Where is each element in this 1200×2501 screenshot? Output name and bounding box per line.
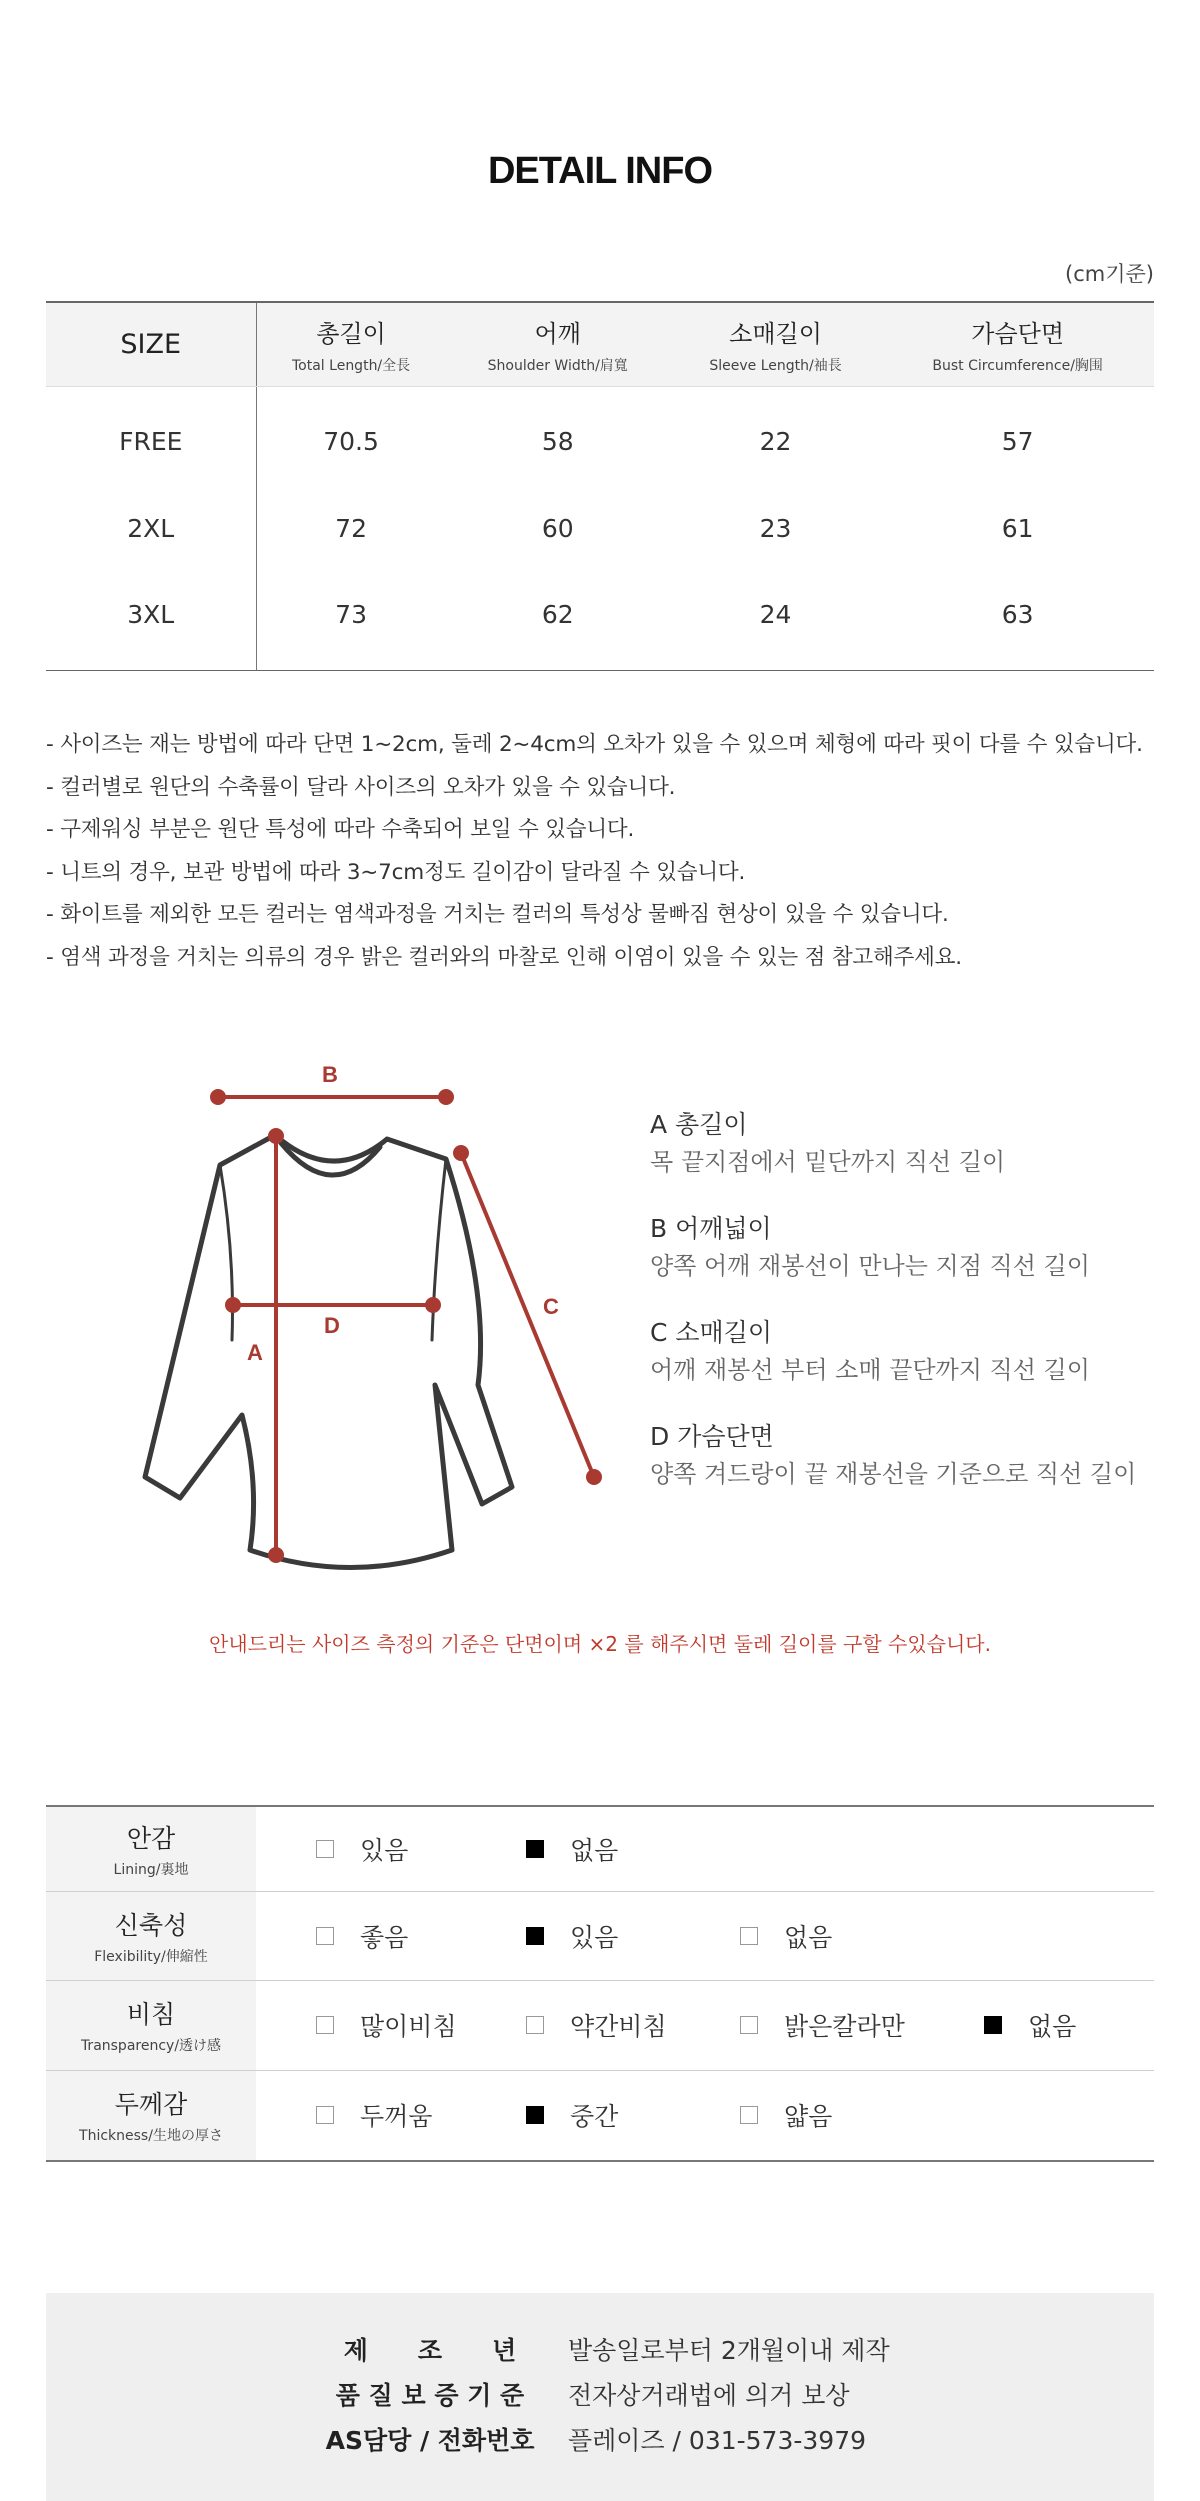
- value-cell: 63: [881, 572, 1154, 670]
- property-options: [256, 1980, 1154, 2070]
- measure-item: [650, 1316, 1170, 1420]
- property-label-en: Transparency/透け感: [80, 2038, 222, 2054]
- measure-point: [270, 1130, 282, 1142]
- option: [526, 2007, 667, 2043]
- checkbox-icon: [316, 2106, 334, 2124]
- measure-point: [440, 1091, 452, 1103]
- option: [316, 2007, 457, 2043]
- option-label: 없음: [1028, 2012, 1077, 2041]
- checkbox-checked-icon: [526, 1927, 544, 1945]
- option-label: 두꺼움: [360, 2102, 433, 2132]
- property-label: [46, 1806, 256, 1891]
- property-row-flexibility: [46, 1891, 1154, 1980]
- option-label: 얇음: [784, 2102, 833, 2132]
- col-header-bust: [881, 302, 1154, 386]
- value-cell: 62: [446, 572, 670, 670]
- value-cell: 57: [1001, 426, 1034, 456]
- option: [984, 2007, 1076, 2043]
- property-label: [46, 2070, 256, 2161]
- property-label-ko: 두께감: [114, 2090, 188, 2120]
- letter-d: D: [324, 1313, 340, 1338]
- table-row: [46, 484, 1154, 572]
- size-header: SIZE: [46, 302, 256, 386]
- checkbox-icon: [740, 2016, 758, 2034]
- letter-a: A: [247, 1340, 263, 1365]
- footer-row: [46, 2376, 1154, 2421]
- measure-point: [212, 1091, 224, 1103]
- measure-desc: 어깨 재봉선 부터 소매 끝단까지 직선 길이: [650, 1356, 1090, 1384]
- table-row: [46, 572, 1154, 670]
- col-header-en: Bust Circumference/胸围: [932, 357, 1103, 374]
- col-header-en: Total Length/全長: [292, 357, 411, 374]
- garment-outline: [145, 1135, 512, 1568]
- note-item: - 니트의 경우, 보관 방법에 따라 3~7cm정도 길이감이 달라질 수 있습니다.: [46, 859, 746, 885]
- measure-item: [650, 1108, 1170, 1212]
- size-cell: FREE: [46, 386, 256, 484]
- value-cell: 70.5: [323, 426, 379, 456]
- letter-c: C: [543, 1294, 559, 1319]
- measure-item: [650, 1212, 1170, 1316]
- measure-desc: 양쪽 겨드랑이 끝 재봉선을 기준으로 직선 길이: [650, 1460, 1137, 1488]
- checkbox-icon: [316, 2016, 334, 2034]
- checkbox-checked-icon: [526, 2106, 544, 2124]
- option-label: 있음: [360, 1835, 409, 1865]
- measurement-diagram: [80, 1055, 620, 1575]
- col-header-total-length: [256, 302, 446, 386]
- footer-key: AS담당 / 전화번호: [325, 2426, 535, 2455]
- option: [526, 1918, 618, 1954]
- value-cell: 24: [670, 572, 882, 670]
- option: [316, 1831, 408, 1867]
- property-row-lining: [46, 1806, 1154, 1891]
- footer-value: 플레이즈 / 031-573-3979: [568, 2426, 867, 2455]
- footer-key: 제 조 년: [343, 2336, 517, 2365]
- checkbox-checked-icon: [526, 1840, 544, 1858]
- note-item: - 구제워싱 부분은 원단 특성에 따라 수축되어 보일 수 있습니다.: [46, 817, 635, 842]
- size-table-header: [46, 302, 1154, 386]
- value-cell: 60: [541, 513, 574, 543]
- product-info-footer: [46, 2293, 1154, 2501]
- property-options: [256, 2070, 1154, 2161]
- footer-key: 품 질 보 증 기 준: [335, 2381, 525, 2410]
- col-header-en: Sleeve Length/袖長: [709, 357, 842, 374]
- measure-point: [455, 1147, 467, 1159]
- measure-label: A 총길이: [650, 1110, 748, 1139]
- col-header-en: Shoulder Width/肩寬: [487, 357, 628, 374]
- measure-label: D 가슴단면: [650, 1422, 774, 1451]
- col-header-sleeve: [670, 302, 882, 386]
- option-label: 좋음: [360, 1922, 409, 1952]
- value-cell: 22: [759, 426, 792, 456]
- armhole-left: [220, 1165, 233, 1340]
- property-row-transparency: [46, 1980, 1154, 2070]
- measure-point: [427, 1299, 439, 1311]
- table-row: [46, 386, 1154, 484]
- option-label: 밝은칼라만: [784, 2012, 905, 2041]
- measure-label: C 소매길이: [650, 1318, 773, 1347]
- checkbox-icon: [526, 2016, 544, 2034]
- note-item: - 염색 과정을 거치는 의류의 경우 밝은 컬러와의 마찰로 인해 이염이 있을 수 있는 점 참고해주세요.: [46, 944, 962, 970]
- value-cell: 72: [335, 513, 367, 543]
- property-label-ko: 비침: [126, 2000, 176, 2029]
- measure-desc: 목 끝지점에서 밑단까지 직선 길이: [650, 1148, 1006, 1176]
- size-table: [46, 301, 1154, 671]
- property-options: [256, 1806, 1154, 1891]
- footer-row: [46, 2421, 1154, 2466]
- col-header-ko: 총길이: [316, 319, 386, 348]
- option: [740, 2097, 832, 2133]
- value-cell: 58: [541, 426, 574, 456]
- note-item: - 화이트를 제외한 모든 컬러는 염색과정을 거치는 컬러의 특성상 물빠짐 현상이 있을 수 있습니다.: [46, 902, 949, 927]
- measure-legend: [650, 1108, 1170, 1524]
- letter-b: B: [322, 1062, 338, 1087]
- option-label: 없음: [570, 1835, 619, 1865]
- value-cell: 61: [1001, 513, 1034, 543]
- property-label-ko: 신축성: [114, 1910, 188, 1940]
- unit-note: (cm기준): [1065, 262, 1154, 286]
- col-header-ko: 소매길이: [729, 319, 822, 348]
- property-options: [256, 1891, 1154, 1980]
- col-header-ko: 가슴단면: [971, 319, 1065, 348]
- option-label: 많이비침: [360, 2012, 457, 2041]
- checkbox-icon: [316, 1927, 334, 1945]
- measure-label: B 어깨넓이: [650, 1214, 772, 1243]
- size-cell: 2XL: [46, 484, 256, 572]
- checkbox-icon: [740, 2106, 758, 2124]
- property-label-en: Flexibility/伸縮性: [94, 1948, 208, 1965]
- option: [316, 1918, 408, 1954]
- property-label-en: Thickness/生地の厚さ: [79, 2128, 223, 2145]
- option-label: 있음: [570, 1922, 619, 1952]
- measure-point: [227, 1299, 239, 1311]
- size-notes: [46, 724, 1186, 979]
- checkbox-icon: [316, 1840, 334, 1858]
- footer-row: [46, 2331, 1154, 2376]
- option: [740, 2007, 905, 2043]
- property-label: [46, 1980, 256, 2070]
- measure-desc: 양쪽 어깨 재봉선이 만나는 지점 직선 길이: [650, 1252, 1090, 1280]
- fabric-properties-table: [46, 1805, 1154, 2162]
- footer-value: 발송일로부터 2개월이내 제작: [568, 2336, 890, 2365]
- property-label-en: Lining/裏地: [113, 1861, 189, 1878]
- note-item: - 사이즈는 재는 방법에 따라 단면 1~2cm, 둘레 2~4cm의 오차가 있을 수 있으며 체형에 따라 핏이 다를 수 있습니다.: [46, 732, 1143, 757]
- page-title: DETAIL INFO: [487, 150, 713, 192]
- checkbox-icon: [740, 1927, 758, 1945]
- measure-point: [588, 1471, 600, 1483]
- option: [316, 2097, 432, 2133]
- measure-point: [270, 1549, 282, 1561]
- option-label: 약간비침: [570, 2012, 667, 2041]
- measure-guide-text: 안내드리는 사이즈 측정의 기준은 단면이며 ×2 를 해주시면 둘레 길이를 구할 수있습니다.: [209, 1632, 991, 1656]
- value-cell: 73: [256, 572, 446, 670]
- footer-value: 전자상거래법에 의거 보상: [568, 2381, 850, 2410]
- option: [740, 1918, 832, 1954]
- col-header-shoulder: [446, 302, 670, 386]
- size-cell: 3XL: [46, 572, 256, 670]
- option-label: 중간: [570, 2102, 619, 2132]
- measure-item: [650, 1420, 1170, 1524]
- col-header-ko: 어깨: [534, 319, 581, 348]
- option: [526, 2097, 618, 2133]
- option-label: 없음: [784, 1922, 833, 1952]
- property-row-thickness: [46, 2070, 1154, 2161]
- value-cell: 23: [759, 513, 792, 543]
- option: [526, 1831, 618, 1867]
- property-label: [46, 1891, 256, 1980]
- note-item: - 컬러별로 원단의 수축률이 달라 사이즈의 오차가 있을 수 있습니다.: [46, 774, 676, 800]
- checkbox-checked-icon: [984, 2016, 1002, 2034]
- property-label-ko: 안감: [126, 1823, 176, 1853]
